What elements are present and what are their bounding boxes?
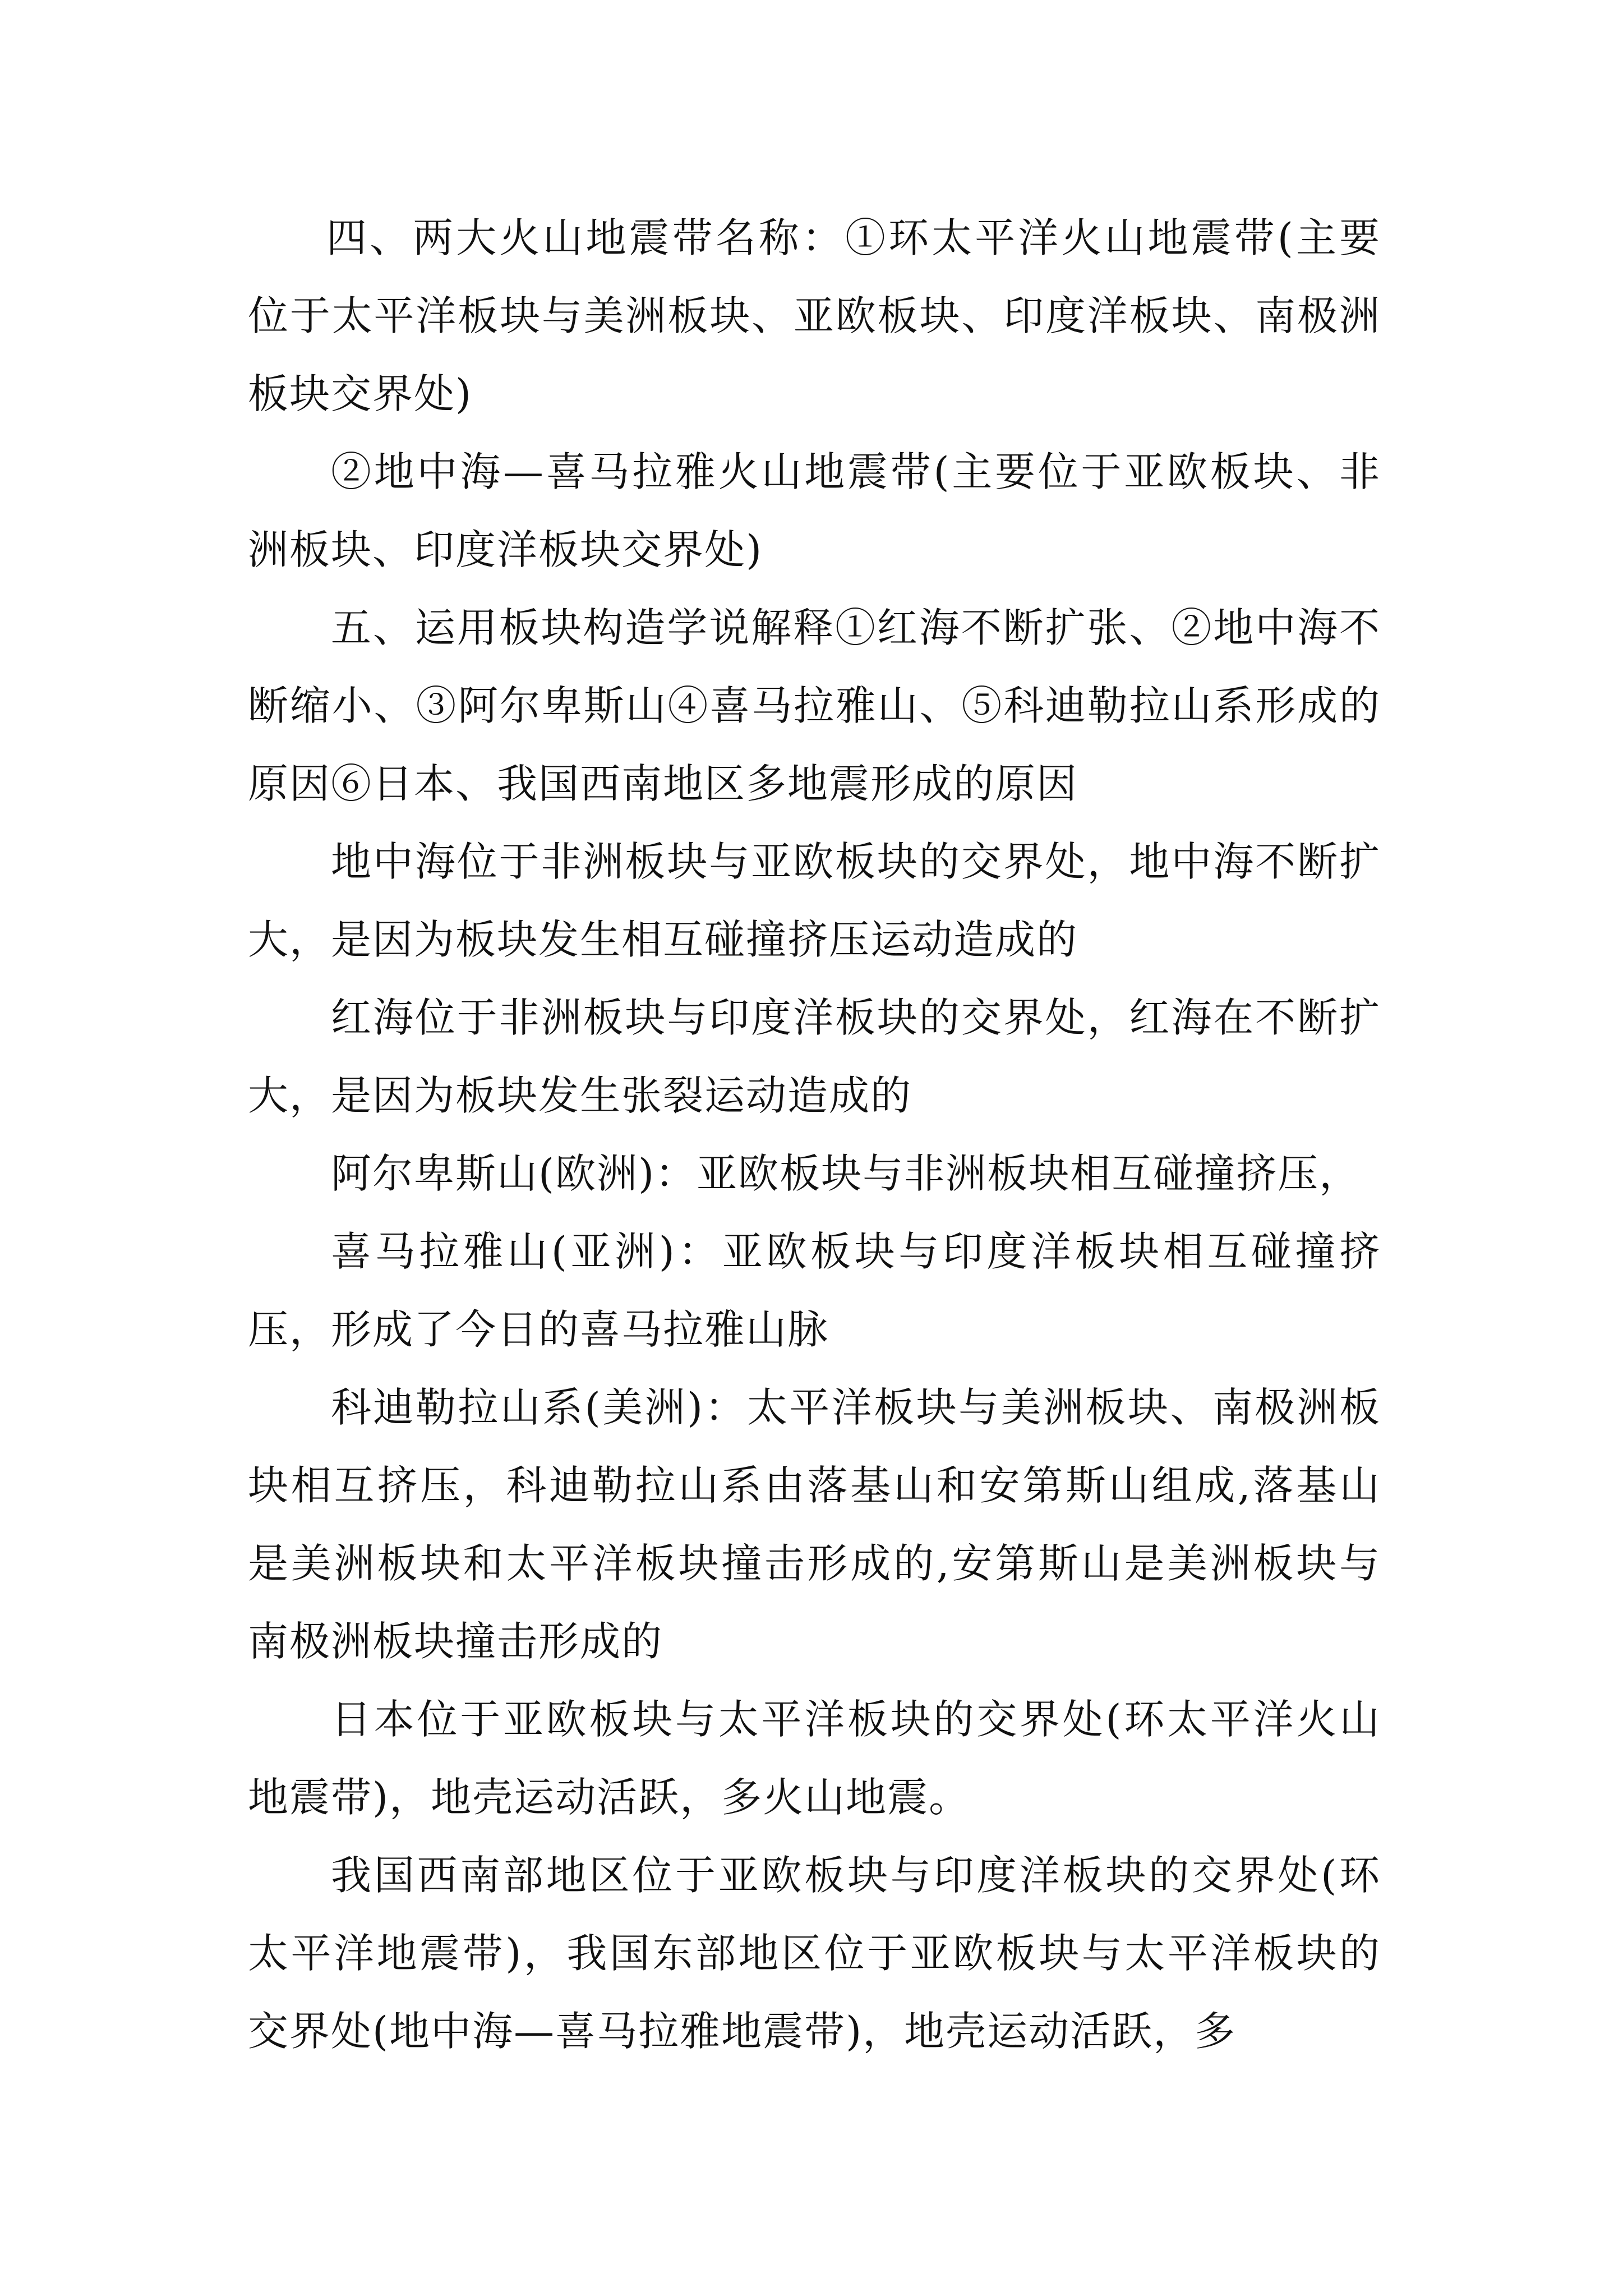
paragraph-himalayas: 喜马拉雅山(亚洲)：亚欧板块与印度洋板块相互碰撞挤压，形成了今日的喜马拉雅山脉 xyxy=(248,1228,1381,1353)
paragraph-mediterranean-himalayan-belt: ②地中海—喜马拉雅火山地震带(主要位于亚欧板块、非洲板块、印度洋板块交界处) xyxy=(248,448,1381,573)
document-body xyxy=(248,199,1381,2070)
paragraph-china-southwest: 我国西南部地区位于亚欧板块与印度洋板块的交界处(环太平洋地震带)，我国东部地区位于亚欧板块与太平洋板块的交界处(地中海—喜马拉雅地震带)，地壳运动活跃，多 xyxy=(248,1852,1381,2055)
paragraph-plate-tectonics-heading: 五、运用板块构造学说解释①红海不断扩张、②地中海不断缩小、③阿尔卑斯山④喜马拉雅山、⑤科迪勒拉山系形成的原因⑥日本、我国西南地区多地震形成的原因 xyxy=(248,604,1381,807)
paragraph-cordillera: 科迪勒拉山系(美洲)：太平洋板块与美洲板块、南极洲板块相互挤压，科迪勒拉山系由落基山和安第斯山组成,落基山是美洲板块和太平洋板块撞击形成的,安第斯山是美洲板块与南极洲板块撞击形成的 xyxy=(248,1384,1381,1665)
paragraph-alps: 阿尔卑斯山(欧洲)：亚欧板块与非洲板块相互碰撞挤压， xyxy=(331,1150,1361,1197)
paragraph-volcanic-belts-heading: 四、两大火山地震带名称：①环太平洋火山地震带(主要位于太平洋板块与美洲板块、亚欧板块、印度洋板块、南极洲板块交界处) xyxy=(248,214,1381,417)
paragraph-mediterranean: 地中海位于非洲板块与亚欧板块的交界处，地中海不断扩大，是因为板块发生相互碰撞挤压运动造成的 xyxy=(248,838,1381,963)
paragraph-red-sea: 红海位于非洲板块与印度洋板块的交界处，红海在不断扩大，是因为板块发生张裂运动造成的 xyxy=(248,994,1381,1119)
paragraph-japan: 日本位于亚欧板块与太平洋板块的交界处(环太平洋火山地震带)，地壳运动活跃，多火山地震。 xyxy=(248,1696,1381,1821)
